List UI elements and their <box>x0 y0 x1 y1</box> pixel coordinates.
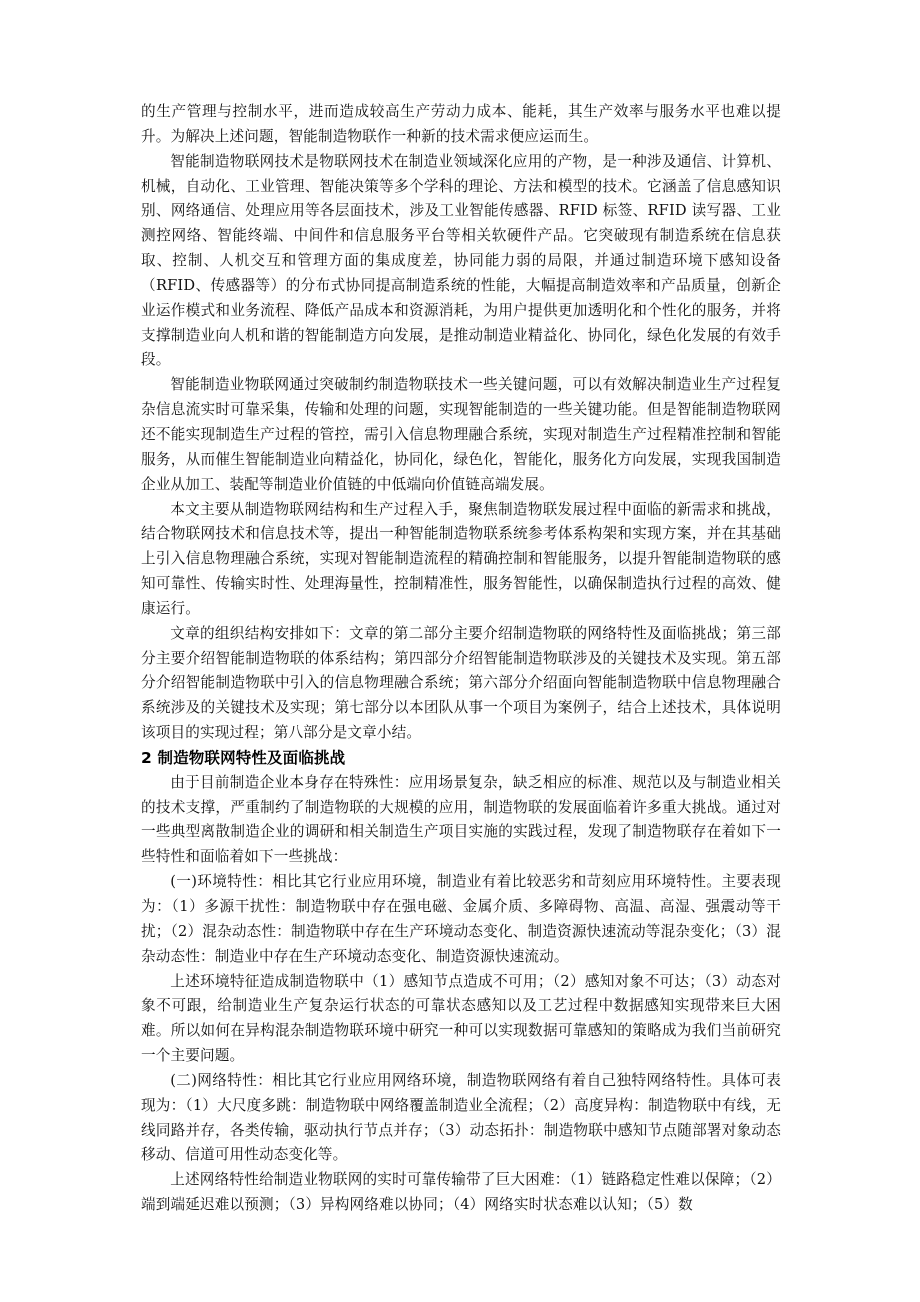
paragraph-environment-impact: 上述环境特征造成制造物联中（1）感知节点造成不可用；（2）感知对象不可达；（3）动态对象不可跟，给制造业生产复杂运行状态的可靠状态感知以及工艺过程中数据感知实现带来巨大困难。所以如何在异构混杂制造物联环境中研究一种可以实现数据可靠感知的策略成为我们当前研究一个主要问题。 <box>141 972 781 1065</box>
document-page <box>141 100 781 1218</box>
paragraph-paper-focus: 本文主要从制造物联网结构和生产过程入手，聚焦制造物联发展过程中面临的新需求和挑战，结合物联网技术和信息技术等，提出一种智能制造物联系统参考体系构架和实现方案，并在其基础上引入信息物理融合系统，实现对智能制造流程的精确控制和智能服务，以提升智能制造物联的感知可靠性、传输实时性、处理海量性，控制精准性，服务智能性，以确保制造执行过程的高效、健康运行。 <box>141 500 781 617</box>
section-heading: 2 制造物联网特性及面临挑战 <box>141 748 346 767</box>
paragraph-key-problems: 智能制造业物联网通过突破制约制造物联技术一些关键问题，可以有效解决制造业生产过程复杂信息流实时可靠采集，传输和处理的问题，实现智能制造的一些关键功能。但是智能制造物联网还不能实现制造生产过程的管控，需引入信息物理融合系统，实现对制造生产过程精准控制和智能服务，从而催生智能制造业向精益化，协同化，绿色化，智能化，服务化方向发展，实现我国制造企业从加工、装配等制造业价值链的中低端向价值链高端发展。 <box>141 376 781 493</box>
paragraph-network-impact: 上述网络特性给制造业物联网的实时可靠传输带了巨大困难：（1）链路稳定性难以保障；（2）端到端延迟难以预测；（3）异构网络难以协同；（4）网络实时状态难以认知；（5）数 <box>141 1171 781 1214</box>
paragraph-challenges-intro: 由于目前制造企业本身存在特殊性：应用场景复杂，缺乏相应的标准、规范以及与制造业相关的技术支撑，严重制约了制造物联的大规模的应用，制造物联的发展面临着许多重大挑战。通过对一些典型离散制造企业的调研和相关制造生产项目实施的实践过程，发现了制造物联存在着如下一些特性和面临着如下一些挑战： <box>141 773 781 866</box>
paragraph-organization: 文章的组织结构安排如下：文章的第二部分主要介绍制造物联的网络特性及面临挑战；第三部分主要介绍智能制造物联的体系结构；第四部分介绍智能制造物联涉及的关键技术及实现。第五部分介绍智能制造物联中引入的信息物理融合系统；第六部分介绍面向智能制造物联中信息物理融合系统涉及的关键技术及实现；第七部分以本团队从事一个项目为案例子，结合上述技术，具体说明该项目的实现过程；第八部分是文章小结。 <box>141 624 781 742</box>
paragraph-environment-characteristics: (一)环境特性：相比其它行业应用环境，制造业有着比较恶劣和苛刻应用环境特性。主要表现为：（1）多源干扰性：制造物联中存在强电磁、金属介质、多障碍物、高温、高湿、强震动等干扰；（2）混杂动态性：制造物联中存在生产环境动态变化、制造资源快速流动等混杂变化；（3）混杂动态性：制造业中存在生产环境动态变化、制造资源快速流动。 <box>141 873 781 965</box>
paragraph-continuation: 的生产管理与控制水平，进而造成较高生产劳动力成本、能耗，其生产效率与服务水平也难以提升。为解决上述问题，智能制造物联作一种新的技术需求便应运而生。 <box>141 103 781 145</box>
paragraph-iot-definition: 智能制造物联网技术是物联网技术在制造业领域深化应用的产物，是一种涉及通信、计算机、机械，自动化、工业管理、智能决策等多个学科的理论、方法和模型的技术。它涵盖了信息感知识别、网络通信、处理应用等各层面技术，涉及工业智能传感器、RFID 标签、RFID 读写器、工业测控网络、智能终端、中间件和信息服务平台等相关软硬件产品。它突破现有制造系统在信息获取、控制、人机交互和管理方面的集成度差，协同能力弱的局限，并通过制造环境下感知设备（RFID、传感器等）的分布式协同提高制造系统的性能，大幅提高制造效率和产品质量，创新企业运作模式和业务流程、降低产品成本和资源消耗，为用户提供更加透明化和个性化的服务，并将支撑制造业向人机和谐的智能制造方向发展，是推动制造业精益化、协同化，绿色化发展的有效手段。 <box>141 152 781 369</box>
paragraph-network-characteristics: (二)网络特性：相比其它行业应用网络环境，制造物联网络有着自己独特网络特性。具体可表现为：（1）大尺度多跳：制造物联中网络覆盖制造业全流程；（2）高度异构：制造物联中有线，无线同路并存，各类传输，驱动执行节点并存；（3）动态拓扑：制造物联中感知节点随部署对象动态移动、信道可用性动态变化等。 <box>141 1071 781 1164</box>
